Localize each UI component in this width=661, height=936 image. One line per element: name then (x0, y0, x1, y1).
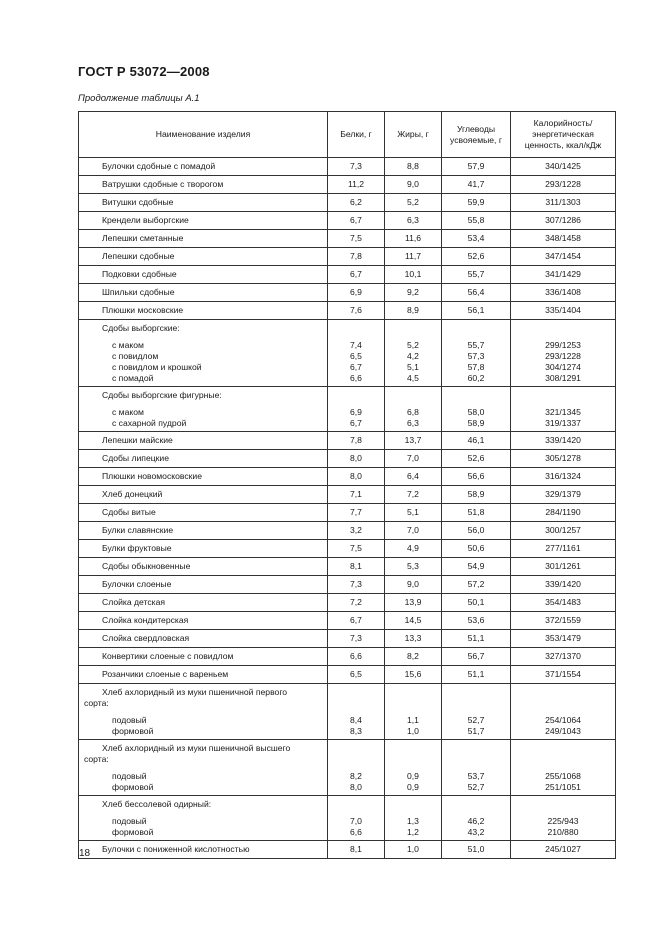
energy-value: 308/1291 (545, 373, 581, 383)
table-row (79, 176, 616, 194)
sub-item-name: с помадой (112, 373, 154, 383)
sub-item-name: с маком (112, 407, 144, 417)
energy-cell: 329/1379 (511, 486, 616, 504)
table-row (79, 284, 616, 302)
protein-cell: 7,5 (328, 540, 385, 558)
table-row (79, 230, 616, 248)
protein-value: 6,5 (350, 351, 362, 361)
table-row (79, 486, 616, 504)
spacer (513, 687, 613, 698)
energy-value: 225/943 (547, 816, 579, 826)
table-row (79, 450, 616, 468)
table-row (79, 504, 616, 522)
group-heading: Хлеб ахлоридный из муки пшеничной первого (102, 687, 288, 697)
carbs-cell: 50,1 (442, 594, 511, 612)
product-name-cell: Булки фруктовые (79, 540, 328, 558)
group-heading: Хлеб бессолевой одирный: (102, 799, 212, 809)
energy-cell: 354/1483 (511, 594, 616, 612)
col-header-name: Наименование изделия (79, 112, 328, 158)
spacer (330, 687, 382, 698)
protein-cell: 8,1 (328, 841, 385, 859)
energy-cell: 336/1408 (511, 284, 616, 302)
carbs-cell: 51,0 (442, 841, 511, 859)
protein-value: 7,0 (350, 816, 362, 826)
fat-cell (385, 684, 442, 740)
fat-cell: 13,9 (385, 594, 442, 612)
energy-cell: 311/1303 (511, 194, 616, 212)
carbs-value: 57,8 (467, 362, 485, 372)
energy-cell: 293/1228 (511, 176, 616, 194)
spacer (330, 799, 382, 810)
spacer (444, 799, 508, 810)
protein-cell: 7,1 (328, 486, 385, 504)
product-name-cell (79, 740, 328, 796)
sub-item-name: подовый (112, 715, 147, 725)
table-row (79, 432, 616, 450)
energy-cell: 307/1286 (511, 212, 616, 230)
table-row (79, 320, 616, 387)
fat-cell: 5,1 (385, 504, 442, 522)
protein-value: 8,4 (350, 715, 362, 725)
carbs-cell (442, 796, 511, 841)
protein-cell (328, 796, 385, 841)
protein-cell: 6,7 (328, 212, 385, 230)
table-row (79, 387, 616, 432)
energy-cell: 340/1425 (511, 158, 616, 176)
energy-cell: 300/1257 (511, 522, 616, 540)
protein-cell: 6,6 (328, 648, 385, 666)
carbs-cell (442, 684, 511, 740)
fat-value: 6,3 (407, 418, 419, 428)
carbs-cell (442, 320, 511, 387)
energy-cell: 339/1420 (511, 576, 616, 594)
fat-cell: 9,2 (385, 284, 442, 302)
carbs-cell: 51,1 (442, 666, 511, 684)
protein-value: 8,3 (350, 726, 362, 736)
fat-cell: 14,5 (385, 612, 442, 630)
protein-cell: 8,0 (328, 450, 385, 468)
table-row (79, 558, 616, 576)
table-row (79, 158, 616, 176)
page-number: 18 (79, 848, 91, 859)
fat-cell: 8,2 (385, 648, 442, 666)
energy-value: 249/1043 (545, 726, 581, 736)
protein-cell: 3,2 (328, 522, 385, 540)
product-name-cell: Лепешки сметанные (79, 230, 328, 248)
spacer (330, 390, 382, 401)
table-continuation-label: Продолжение таблицы А.1 (78, 93, 200, 104)
fat-cell: 9,0 (385, 576, 442, 594)
product-name-cell: Булки славянские (79, 522, 328, 540)
spacer (444, 687, 508, 698)
protein-value: 6,6 (350, 827, 362, 837)
table-row (79, 841, 616, 859)
spacer (513, 743, 613, 754)
carbs-cell: 57,9 (442, 158, 511, 176)
energy-cell: 339/1420 (511, 432, 616, 450)
protein-cell: 7,5 (328, 230, 385, 248)
protein-value: 6,7 (350, 418, 362, 428)
protein-cell: 7,3 (328, 630, 385, 648)
protein-value: 6,9 (350, 407, 362, 417)
product-name-cell (79, 387, 328, 432)
group-heading-continued: сорта: (84, 754, 109, 764)
carbs-cell: 56,1 (442, 302, 511, 320)
group-heading-continued: сорта: (84, 698, 109, 708)
fat-value: 0,9 (407, 782, 419, 792)
fat-cell: 6,4 (385, 468, 442, 486)
protein-cell: 7,3 (328, 158, 385, 176)
protein-cell: 7,7 (328, 504, 385, 522)
carbs-value: 46,2 (467, 816, 485, 826)
table-row (79, 648, 616, 666)
fat-cell: 7,2 (385, 486, 442, 504)
fat-value: 0,9 (407, 771, 419, 781)
protein-value: 6,7 (350, 362, 362, 372)
carbs-value: 52,7 (467, 782, 485, 792)
product-name-cell: Подковки сдобные (79, 266, 328, 284)
sub-item-name: формовой (112, 827, 154, 837)
protein-cell: 11,2 (328, 176, 385, 194)
col-header-protein: Белки, г (328, 112, 385, 158)
protein-cell: 7,6 (328, 302, 385, 320)
fat-cell: 1,0 (385, 841, 442, 859)
fat-cell: 13,7 (385, 432, 442, 450)
protein-cell: 6,7 (328, 612, 385, 630)
fat-cell: 8,8 (385, 158, 442, 176)
protein-cell: 7,8 (328, 248, 385, 266)
product-name-cell (79, 320, 328, 387)
carbs-cell: 55,8 (442, 212, 511, 230)
spacer (330, 754, 382, 765)
protein-value: 8,0 (350, 782, 362, 792)
carbs-cell: 56,7 (442, 648, 511, 666)
fat-value: 1,1 (407, 715, 419, 725)
fat-value: 4,2 (407, 351, 419, 361)
standard-title: ГОСТ Р 53072—2008 (78, 64, 210, 79)
energy-cell: 371/1554 (511, 666, 616, 684)
carbs-value: 57,3 (467, 351, 485, 361)
spacer (444, 323, 508, 334)
spacer (513, 754, 613, 765)
energy-cell: 353/1479 (511, 630, 616, 648)
spacer (387, 698, 439, 709)
fat-cell (385, 740, 442, 796)
fat-value: 6,8 (407, 407, 419, 417)
table-row (79, 612, 616, 630)
carbs-value: 43,2 (467, 827, 485, 837)
protein-value: 7,4 (350, 340, 362, 350)
carbs-cell: 56,6 (442, 468, 511, 486)
table-row (79, 740, 616, 796)
protein-cell: 8,1 (328, 558, 385, 576)
sub-item-name: с маком (112, 340, 144, 350)
energy-value: 304/1274 (545, 362, 581, 372)
carbs-cell: 55,7 (442, 266, 511, 284)
col-header-fat: Жиры, г (385, 112, 442, 158)
fat-cell: 7,0 (385, 522, 442, 540)
energy-value: 293/1228 (545, 351, 581, 361)
energy-cell: 327/1370 (511, 648, 616, 666)
table-header-row (79, 112, 616, 158)
fat-cell: 7,0 (385, 450, 442, 468)
energy-cell: 316/1324 (511, 468, 616, 486)
protein-cell (328, 684, 385, 740)
carbs-cell: 53,4 (442, 230, 511, 248)
product-name-cell: Сдобы липецкие (79, 450, 328, 468)
spacer (330, 323, 382, 334)
energy-value: 319/1337 (545, 418, 581, 428)
product-name-cell: Лепешки сдобные (79, 248, 328, 266)
fat-value: 5,2 (407, 340, 419, 350)
carbs-value: 51,7 (467, 726, 485, 736)
carbs-cell: 54,9 (442, 558, 511, 576)
fat-cell: 5,2 (385, 194, 442, 212)
protein-cell: 7,8 (328, 432, 385, 450)
product-name-cell (79, 684, 328, 740)
spacer (513, 323, 613, 334)
spacer (387, 799, 439, 810)
energy-cell: 277/1161 (511, 540, 616, 558)
carbs-value: 55,7 (467, 340, 485, 350)
carbs-cell: 41,7 (442, 176, 511, 194)
table-row (79, 212, 616, 230)
carbs-cell: 56,0 (442, 522, 511, 540)
table-row (79, 266, 616, 284)
carbs-cell: 50,6 (442, 540, 511, 558)
carbs-cell (442, 387, 511, 432)
sub-item-name: подовый (112, 816, 147, 826)
fat-cell: 4,9 (385, 540, 442, 558)
energy-cell: 301/1261 (511, 558, 616, 576)
fat-value: 4,5 (407, 373, 419, 383)
protein-value: 8,2 (350, 771, 362, 781)
fat-cell: 9,0 (385, 176, 442, 194)
energy-cell (511, 387, 616, 432)
energy-cell: 305/1278 (511, 450, 616, 468)
energy-cell (511, 796, 616, 841)
table-row (79, 684, 616, 740)
table-row (79, 194, 616, 212)
spacer (387, 687, 439, 698)
product-name-cell: Сдобы витые (79, 504, 328, 522)
table-row (79, 522, 616, 540)
product-name-cell (79, 796, 328, 841)
sub-item-name: формовой (112, 726, 154, 736)
energy-cell (511, 684, 616, 740)
product-name-cell: Слойка кондитерская (79, 612, 328, 630)
fat-cell: 6,3 (385, 212, 442, 230)
carbs-cell: 46,1 (442, 432, 511, 450)
carbs-cell: 52,6 (442, 248, 511, 266)
col-header-carbs: Углеводы усвояемые, г (442, 112, 511, 158)
carbs-cell: 51,1 (442, 630, 511, 648)
energy-cell (511, 320, 616, 387)
protein-cell: 6,7 (328, 266, 385, 284)
table-row (79, 302, 616, 320)
fat-value: 1,3 (407, 816, 419, 826)
product-name-cell: Хлеб донецкий (79, 486, 328, 504)
table-row (79, 576, 616, 594)
energy-value: 254/1064 (545, 715, 581, 725)
product-name-cell: Конвертики слоеные с повидлом (79, 648, 328, 666)
group-heading: Сдобы выборгские фигурные: (102, 390, 222, 400)
fat-cell: 15,6 (385, 666, 442, 684)
product-name-cell: Ватрушки сдобные с творогом (79, 176, 328, 194)
product-name-cell: Витушки сдобные (79, 194, 328, 212)
spacer (387, 390, 439, 401)
protein-cell (328, 387, 385, 432)
product-name-cell: Булочки сдобные с помадой (79, 158, 328, 176)
carbs-cell: 56,4 (442, 284, 511, 302)
carbs-cell: 53,6 (442, 612, 511, 630)
product-name-cell: Булочки слоеные (79, 576, 328, 594)
carbs-cell: 59,9 (442, 194, 511, 212)
product-name-cell: Сдобы обыкновенные (79, 558, 328, 576)
spacer (330, 698, 382, 709)
fat-value: 5,1 (407, 362, 419, 372)
group-heading: Сдобы выборгские: (102, 323, 180, 333)
energy-cell: 372/1559 (511, 612, 616, 630)
product-name-cell: Плюшки московские (79, 302, 328, 320)
energy-value: 251/1051 (545, 782, 581, 792)
protein-cell: 8,0 (328, 468, 385, 486)
energy-value: 321/1345 (545, 407, 581, 417)
protein-cell: 7,2 (328, 594, 385, 612)
spacer (387, 754, 439, 765)
sub-item-name: формовой (112, 782, 154, 792)
table-row (79, 594, 616, 612)
fat-cell: 13,3 (385, 630, 442, 648)
fat-value: 1,2 (407, 827, 419, 837)
spacer (513, 698, 613, 709)
table-row (79, 666, 616, 684)
protein-cell (328, 740, 385, 796)
carbs-cell: 58,9 (442, 486, 511, 504)
energy-cell: 245/1027 (511, 841, 616, 859)
table-row (79, 248, 616, 266)
product-name-cell: Розанчики слоеные с вареньем (79, 666, 328, 684)
table-row (79, 796, 616, 841)
spacer (444, 698, 508, 709)
carbs-value: 53,7 (467, 771, 485, 781)
fat-cell: 10,1 (385, 266, 442, 284)
protein-value: 6,6 (350, 373, 362, 383)
fat-cell: 11,7 (385, 248, 442, 266)
carbs-value: 58,9 (467, 418, 485, 428)
product-name-cell: Слойка свердловская (79, 630, 328, 648)
product-name-cell: Крендели выборгские (79, 212, 328, 230)
carbs-cell: 57,2 (442, 576, 511, 594)
spacer (387, 323, 439, 334)
spacer (387, 743, 439, 754)
carbs-value: 52,7 (467, 715, 485, 725)
energy-cell: 284/1190 (511, 504, 616, 522)
spacer (513, 799, 613, 810)
fat-cell (385, 796, 442, 841)
spacer (513, 390, 613, 401)
sub-item-name: с повидлом и крошкой (112, 362, 202, 372)
product-name-cell: Лепешки майские (79, 432, 328, 450)
fat-cell: 5,3 (385, 558, 442, 576)
group-heading: Хлеб ахлоридный из муки пшеничной высшего (102, 743, 291, 753)
col-header-energy: Калорийность/ энергетическая ценность, ккал/кДж (511, 112, 616, 158)
fat-cell (385, 320, 442, 387)
spacer (444, 754, 508, 765)
energy-cell: 341/1429 (511, 266, 616, 284)
energy-value: 255/1068 (545, 771, 581, 781)
sub-item-name: подовый (112, 771, 147, 781)
fat-value: 1,0 (407, 726, 419, 736)
energy-cell: 347/1454 (511, 248, 616, 266)
table-body (79, 158, 616, 859)
table-row (79, 540, 616, 558)
protein-cell: 6,9 (328, 284, 385, 302)
energy-value: 299/1253 (545, 340, 581, 350)
carbs-cell: 51,8 (442, 504, 511, 522)
energy-cell: 335/1404 (511, 302, 616, 320)
fat-cell (385, 387, 442, 432)
sub-item-name: с повидлом (112, 351, 159, 361)
protein-cell: 7,3 (328, 576, 385, 594)
fat-cell: 11,6 (385, 230, 442, 248)
energy-value: 210/880 (547, 827, 579, 837)
product-name-cell: Шпильки сдобные (79, 284, 328, 302)
product-name-cell: Плюшки новомосковские (79, 468, 328, 486)
table-row (79, 630, 616, 648)
carbs-cell (442, 740, 511, 796)
product-name-cell: Булочки с пониженной кислотностью (79, 841, 328, 859)
carbs-value: 60,2 (467, 373, 485, 383)
protein-cell: 6,2 (328, 194, 385, 212)
spacer (444, 743, 508, 754)
protein-cell: 6,5 (328, 666, 385, 684)
fat-cell: 8,9 (385, 302, 442, 320)
table-row (79, 468, 616, 486)
carbs-value: 58,0 (467, 407, 485, 417)
sub-item-name: с сахарной пудрой (112, 418, 187, 428)
spacer (444, 390, 508, 401)
spacer (330, 743, 382, 754)
protein-cell (328, 320, 385, 387)
nutrition-table (78, 111, 616, 859)
carbs-cell: 52,6 (442, 450, 511, 468)
energy-cell: 348/1458 (511, 230, 616, 248)
energy-cell (511, 740, 616, 796)
product-name-cell: Слойка детская (79, 594, 328, 612)
